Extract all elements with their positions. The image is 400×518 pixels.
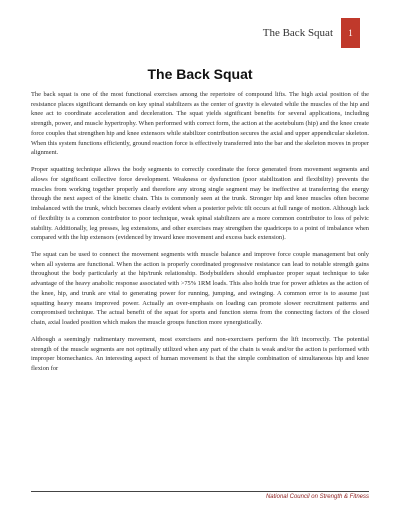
footer-divider bbox=[31, 491, 369, 492]
paragraph: Proper squatting technique allows the body segments to correctly coordinate the force generated from movement segments and allows for significant collective force development. Weakness or dysfunction (poor stabilization and flexibility) prevents the muscles from working together properly and therefore any strong single segment may be ineffective at transferring the energy through the next aspect of the kinetic chain. This is commonly seen at the trunk. Stronger hip and knee muscles often become imbalanced with the trunk, which becomes clearly evident when a posterior pelvic tilt occurs at full range of motion. Although lack of flexibility is a common contributor to poor technique, weak spinal stabilizers are a more common contributor to loss of pelvic stability. Additionally, leg presses, leg extensions, and other exercises may strengthen the quadriceps to a point of imbalance when compared with the hip extensors (evidenced by inward knee movement and excess back extension). bbox=[31, 166, 369, 242]
document-title: The Back Squat bbox=[147, 66, 253, 82]
paragraph: The back squat is one of the most functional exercises among the repertoire of compound lifts. The high axial position of the resistance places significant demands on key spinal stabilizers as the center of gravity is elevated while the muscles of the hip and knee act to coordinate acceleration and deceleration. The squat yields significant benefits for several applications, including strength, power, and muscle hypertrophy. When performed with correct form, the action at the acetebulum (hip) and the knee create force couples that strengthen hip and knee extensors while stabilizer contribution secures the axial and upper appendicular skeleton. When this system functions efficiently, ground reaction force is effectively transferred into the bar and the skeleton moves in proper alignment. bbox=[31, 91, 369, 157]
paragraph: The squat can be used to connect the movement segments with muscle balance and improve force couple management but only when all systems are functional. When the action is properly coordinated progressive resistance can lead to notable strength gains throughout the body particularly at the hip/trunk relationship. Bodybuilders should emphasize proper squat technique to take advantage of the heavy anabolic response associated with >75% 1RM loads. This also holds true for power athletes as the action of the knee, hip, and trunk are vital to generating power for running, jumping, and swinging. A common error is to assume just squatting heavy means improved power. Actually an over-emphasis on loading can promote slower recruitment patterns and compromised technique. The actual benefit of the squat for sports and function stems from the connecting factors of the closed chain, axial loaded position which makes the muscle groups function more synergistically. bbox=[31, 251, 369, 327]
footer-organization: National Council on Strength & Fitness bbox=[265, 494, 369, 500]
paragraph: Although a seemingly rudimentary movement, most exercisers and non-exercisers perform the lift incorrectly. The potential strength of the muscle segments are not optimally utilized when any part of the chain is weak and/or the action is performed with improper biomechanics. An interesting aspect of human movement is that the simple combination of simultaneous hip and knee flexion for bbox=[31, 335, 369, 373]
page-header bbox=[263, 18, 360, 48]
page-number-badge: 1 bbox=[341, 18, 360, 48]
running-title: The Back Squat bbox=[262, 27, 333, 39]
document-body bbox=[31, 90, 369, 381]
